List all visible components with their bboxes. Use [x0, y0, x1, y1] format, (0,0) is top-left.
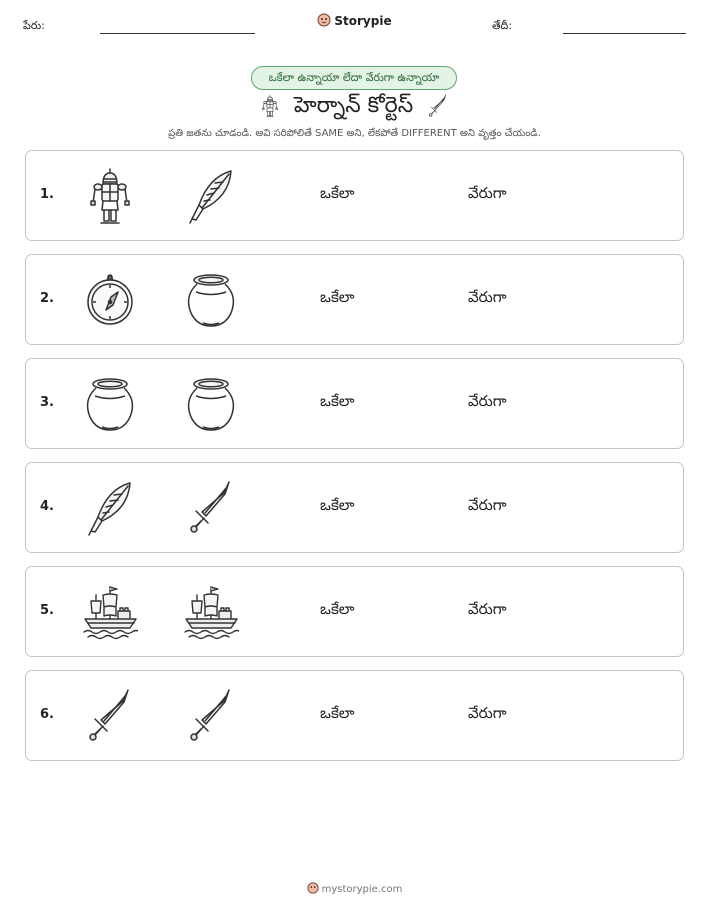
- worksheet-badge: ఒకేలా ఉన్నాయా లేదా వేరుగా ఉన్నాయా: [251, 66, 457, 90]
- same-option[interactable]: ఒకేలా: [320, 392, 355, 410]
- sword-icon: [426, 92, 450, 124]
- same-option[interactable]: ఒకేలా: [320, 288, 355, 306]
- date-line[interactable]: [563, 33, 686, 34]
- title-row: [0, 92, 709, 124]
- question-number: 5.: [40, 603, 54, 618]
- ship-icon: [183, 583, 239, 641]
- name-line[interactable]: [100, 33, 255, 34]
- different-option[interactable]: వేరుగా: [468, 288, 507, 306]
- footer: [0, 882, 709, 895]
- question-number: 3.: [40, 395, 54, 410]
- pot-icon: [183, 271, 239, 329]
- same-option[interactable]: ఒకేలా: [320, 600, 355, 618]
- name-label: పేరు:: [23, 19, 45, 32]
- brand-name: Storypie: [334, 14, 392, 28]
- question-row: [25, 566, 684, 657]
- quill-icon: [183, 167, 239, 225]
- sword-icon: [183, 687, 239, 745]
- pot-icon: [82, 375, 138, 433]
- sword-icon: [82, 687, 138, 745]
- question-number: 6.: [40, 707, 54, 722]
- question-number: 2.: [40, 291, 54, 306]
- question-row: [25, 462, 684, 553]
- same-option[interactable]: ఒకేలా: [320, 704, 355, 722]
- storypie-logo-icon: [307, 882, 319, 894]
- same-option[interactable]: ఒకేలా: [320, 184, 355, 202]
- knight-icon: [82, 167, 138, 225]
- page-title: హెర్నాన్ కోర్టెస్: [293, 93, 414, 118]
- different-option[interactable]: వేరుగా: [468, 184, 507, 202]
- pot-icon: [183, 375, 239, 433]
- different-option[interactable]: వేరుగా: [468, 496, 507, 514]
- date-label: తేదీ:: [492, 19, 513, 32]
- question-row: [25, 670, 684, 761]
- question-row: [25, 254, 684, 345]
- sword-icon: [183, 479, 239, 537]
- ship-icon: [82, 583, 138, 641]
- compass-icon: [82, 271, 138, 329]
- question-number: 1.: [40, 187, 54, 202]
- instructions: ప్రతి జతను చూడండి. అవి సరిపోలితే SAME అని, లేకపోతే DIFFERENT అని వృత్తం చేయండి.: [168, 128, 541, 139]
- question-number: 4.: [40, 499, 54, 514]
- storypie-logo-icon: [317, 13, 331, 27]
- quill-icon: [82, 479, 138, 537]
- different-option[interactable]: వేరుగా: [468, 600, 507, 618]
- same-option[interactable]: ఒకేలా: [320, 496, 355, 514]
- different-option[interactable]: వేరుగా: [468, 392, 507, 410]
- different-option[interactable]: వేరుగా: [468, 704, 507, 722]
- knight-icon: [259, 92, 281, 124]
- question-row: [25, 150, 684, 241]
- question-row: [25, 358, 684, 449]
- brand: [0, 13, 709, 28]
- footer-site[interactable]: mystorypie.com: [321, 884, 403, 895]
